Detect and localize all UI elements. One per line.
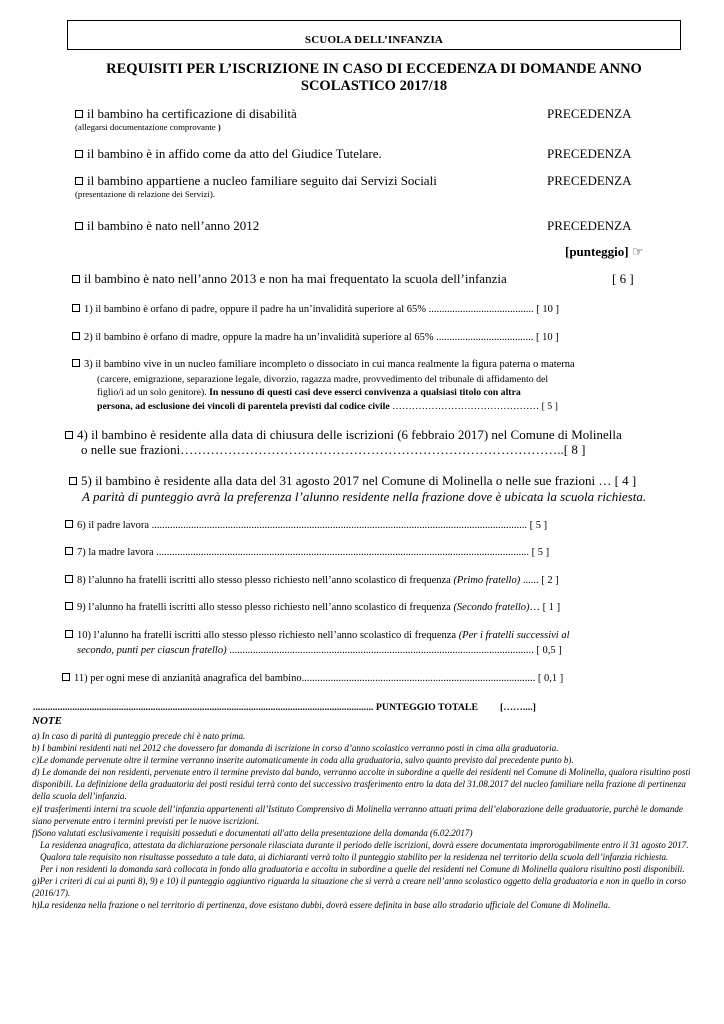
precedence-tag: PRECEDENZA bbox=[547, 173, 632, 188]
score-item-8[interactable]: 8) l’alunno ha fratelli iscritti allo stesso plesso richiesto nell’anno scolastico di frequenza (Primo fratello) ...... [ 2 ] bbox=[65, 575, 559, 586]
checkbox[interactable] bbox=[65, 630, 73, 638]
checkbox[interactable] bbox=[72, 275, 80, 283]
score-item-4-line2: o nelle sue frazioni……………………………………………………………………………..[ 8 ] bbox=[81, 442, 586, 457]
item-label: 5) il bambino è residente alla data del 31 agosto 2017 nel Comune di Molinella o nelle sue frazioni … [ 4 ] bbox=[81, 473, 637, 488]
precedence-note-social-services: (presentazione di relazione dei Servizi). bbox=[75, 189, 215, 199]
pointing-hand-icon: ☞ bbox=[631, 244, 644, 259]
item-label: 10) l’alunno ha fratelli iscritti allo stesso plesso richiesto nell’anno scolastico di frequenza bbox=[77, 630, 459, 641]
checkbox[interactable] bbox=[65, 602, 73, 610]
total-row: ........................................................................................................................................... PUNTEGGIO TOTALE [……....] bbox=[33, 702, 536, 713]
item-label: 3) il bambino vive in un nucleo familiare incompleto o dissociato in cui manca realmente la figura paterna o materna bbox=[84, 359, 575, 370]
precedence-item-social-services[interactable] bbox=[75, 173, 437, 189]
note-a: a) In caso di parità di punteggio precede chi è nato prima. bbox=[32, 731, 246, 741]
score-item-3-line3: figlio/i ad un solo genitore). In nessuno di questi casi deve esserci convivenza a qualsiasi titolo con altra bbox=[97, 387, 521, 398]
precedence-tag: PRECEDENZA bbox=[547, 106, 632, 121]
score-item-3-line4: persona, ad esclusione dei vincoli di parentela previsti dal codice civile ……………………………………… [ 5 ] bbox=[97, 401, 558, 412]
note-f-nonresidents: Per i non residenti la domanda sarà collocata in fondo alla graduatoria e accolta in subordine a quelle dei residenti nel Comune di Molinella qualora risultino posti disponibili. bbox=[40, 864, 685, 875]
item-label: il bambino è in affido come da atto del Giudice Tutelare. bbox=[87, 146, 382, 161]
precedence-note-disability: (allegarsi documentazione comprovante ) bbox=[75, 122, 221, 132]
item-label: il bambino ha certificazione di disabilità bbox=[87, 106, 297, 121]
item-label: 7) la madre lavora .............................................................................................................................................. [ 5 ] bbox=[77, 547, 550, 558]
checkbox[interactable] bbox=[62, 673, 70, 681]
checkbox[interactable] bbox=[75, 222, 83, 230]
header-box bbox=[67, 20, 681, 50]
checkbox[interactable] bbox=[75, 110, 83, 118]
checkbox[interactable] bbox=[72, 304, 80, 312]
item-label: 11) per ogni mese di anzianità anagrafica del bambino......................................................................................... [ 0,1 ] bbox=[74, 673, 564, 684]
note-b: b) I bambini residenti nati nel 2012 che dovessero far domanda di iscrizione in corso d’anno scolastico verranno posti in cima alla graduatoria. bbox=[32, 743, 559, 754]
score-item-2013[interactable] bbox=[72, 271, 507, 287]
item-label: 9) l’alunno ha fratelli iscritti allo stesso plesso richiesto nell’anno scolastico di frequenza bbox=[77, 602, 454, 613]
score-item-3-line2: (carcere, emigrazione, separazione legale, divorzio, ragazza madre, provvedimento del tribunale di affidamento del bbox=[97, 374, 549, 385]
checkbox[interactable] bbox=[72, 359, 80, 367]
checkbox[interactable] bbox=[75, 177, 83, 185]
note-f-residence: La residenza anagrafica, attestata da dichiarazione personale rilasciata durante il periodo delle iscrizioni, dovrà essere documentata improrogabilmente entro il 31 agosto 2017. Qualora tale requisito non risultasse posseduto a tale data, ai dichiaranti verrà tolto il punteggio stabilito per la residenza nel territorio della scuola dell’infanzia richiesta. bbox=[40, 839, 689, 862]
note-h: h)La residenza nella frazione o nel territorio di pertinenza, dove esistano dubbi, dovrà essere definita in base allo stradario ufficiale del Comune di Molinella. bbox=[32, 900, 611, 911]
score-item-2[interactable] bbox=[72, 332, 559, 343]
score-item-4[interactable] bbox=[65, 427, 622, 443]
total-value-field[interactable]: [……....] bbox=[499, 702, 536, 713]
item-label: 2) il bambino è orfano di madre, oppure la madre ha un’invalidità superiore al 65% ..................................... [ 10 ] bbox=[84, 332, 559, 343]
checkbox[interactable] bbox=[65, 520, 73, 528]
item-label: il bambino è nato nell’anno 2012 bbox=[87, 218, 260, 233]
score-item-1[interactable] bbox=[72, 304, 559, 315]
precedence-tag: PRECEDENZA bbox=[547, 218, 632, 233]
precedence-item-disability[interactable] bbox=[75, 106, 297, 122]
score-item-10[interactable]: 10) l’alunno ha fratelli iscritti allo stesso plesso richiesto nell’anno scolastico di frequenza (Per i fratelli successivi al bbox=[65, 630, 570, 641]
checkbox[interactable] bbox=[65, 431, 73, 439]
total-label: PUNTEGGIO TOTALE bbox=[375, 702, 478, 713]
punteggio-header: [punteggio] ☞ bbox=[565, 244, 644, 259]
note-e: e)I trasferimenti interni tra scuole dell’infanzia appartenenti all’Istituto Comprensivo di Molinella verranno attuati prima dell’elaborazione delle graduatorie, purchè le domande siano pervenute entro i termini previsti per le nuove iscrizioni. bbox=[32, 803, 683, 826]
precedence-item-foster[interactable] bbox=[75, 146, 382, 162]
item-label: 8) l’alunno ha fratelli iscritti allo stesso plesso richiesto nell’anno scolastico di frequenza bbox=[77, 575, 454, 586]
checkbox[interactable] bbox=[69, 477, 77, 485]
notes-list bbox=[32, 730, 702, 911]
note-f: f)Sono valutati esclusivamente i requisiti posseduti e documentati all'atto della presentazione della domanda (6.02.2017) bbox=[32, 827, 473, 838]
score-item-6[interactable] bbox=[65, 520, 547, 531]
item-label: il bambino è nato nell’anno 2013 e non ha mai frequentato la scuola dell’infanzia bbox=[84, 271, 507, 286]
precedence-item-2012[interactable] bbox=[75, 218, 259, 234]
score-item-11[interactable] bbox=[62, 673, 563, 684]
score-item-5[interactable] bbox=[69, 473, 636, 489]
score-item-10-line2: secondo, punti per ciascun fratello) .................................................................................................................... [ 0,5 ] bbox=[77, 645, 562, 656]
note-g: g)Per i criteri di cui ai punti 8), 9) e 10) il punteggio aggiuntivo riguarda la situazione che si verrà a creare nell’anno scolastico oggetto della graduatoria e non in quello in corso (2016/17). bbox=[32, 876, 686, 899]
item-label: 6) il padre lavora ............................................................................................................................................... [ 5 ] bbox=[77, 520, 548, 531]
note-d: d) Le domande dei non residenti, pervenute entro il termine previsto dal bando, verranno accolte in subordine a quelle dei residenti nel Comune di Molinella, qualora risultino posti disponibili. La definizione della graduatoria dei posti residui terrà conto del successivo trasferimento entro la data del 31.08.2017 del nucleo familiare nella frazione di pertinenza della scuola dell’infanzia. bbox=[32, 767, 691, 802]
item-label: 1) il bambino è orfano di padre, oppure il padre ha un’invalidità superiore al 65% ........................................ [ 10 ] bbox=[84, 304, 560, 315]
score-item-3[interactable] bbox=[72, 359, 575, 370]
score-item-7[interactable] bbox=[65, 547, 549, 558]
score-value: [ 6 ] bbox=[612, 271, 634, 286]
precedence-tag: PRECEDENZA bbox=[547, 146, 632, 161]
page-title: REQUISITI PER L’ISCRIZIONE IN CASO DI ECCEDENZA DI DOMANDE ANNO bbox=[106, 61, 642, 77]
note-c: c)Le domande pervenute oltre il termine verranno inserite automaticamente in coda alla graduatoria, salvo quanto previsto dal precedente punto b). bbox=[32, 755, 574, 766]
score-item-9[interactable]: 9) l’alunno ha fratelli iscritti allo stesso plesso richiesto nell’anno scolastico di frequenza (Secondo fratello)… [ 1 ] bbox=[65, 602, 560, 613]
item-label: il bambino appartiene a nucleo familiare seguito dai Servizi Sociali bbox=[87, 173, 437, 188]
score-item-5-note: A parità di punteggio avrà la preferenza l’alunno residente nella frazione dove è ubicata la scuola richiesta. bbox=[82, 489, 647, 504]
page-title-line2: SCOLASTICO 2017/18 bbox=[300, 78, 448, 94]
notes-title: NOTE bbox=[32, 715, 62, 727]
school-name: SCUOLA DELL’INFANZIA bbox=[304, 34, 444, 46]
checkbox[interactable] bbox=[72, 332, 80, 340]
checkbox[interactable] bbox=[75, 150, 83, 158]
item-label: 4) il bambino è residente alla data di chiusura delle iscrizioni (6 febbraio 2017) nel Comune di Molinella bbox=[77, 427, 622, 442]
checkbox[interactable] bbox=[65, 575, 73, 583]
checkbox[interactable] bbox=[65, 547, 73, 555]
